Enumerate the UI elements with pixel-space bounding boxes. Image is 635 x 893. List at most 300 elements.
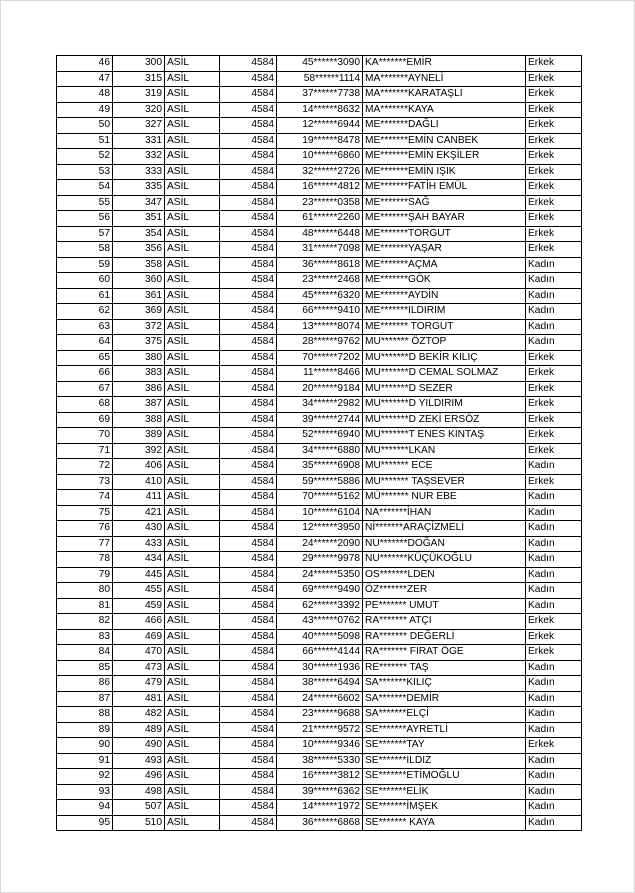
table-row xyxy=(57,257,582,273)
row-number-cell: 74 xyxy=(57,490,113,506)
order-number-cell: 410 xyxy=(113,474,165,490)
row-number-cell: 64 xyxy=(57,335,113,351)
id-number-cell: 58******1114 xyxy=(277,71,363,87)
status-cell: ASİL xyxy=(165,211,220,227)
name-cell: ME*******DAĞLI xyxy=(363,118,526,134)
table-row xyxy=(57,428,582,444)
id-number-cell: 30******1936 xyxy=(277,660,363,676)
gender-cell: Kadın xyxy=(526,691,582,707)
code-cell: 4584 xyxy=(220,180,277,196)
code-cell: 4584 xyxy=(220,288,277,304)
id-number-cell: 36******8618 xyxy=(277,257,363,273)
name-cell: ME*******TORGUT xyxy=(363,226,526,242)
id-number-cell: 23******9688 xyxy=(277,707,363,723)
gender-cell: Kadın xyxy=(526,769,582,785)
gender-cell: Kadın xyxy=(526,273,582,289)
row-number-cell: 83 xyxy=(57,629,113,645)
status-cell: ASİL xyxy=(165,536,220,552)
code-cell: 4584 xyxy=(220,567,277,583)
gender-cell: Kadın xyxy=(526,722,582,738)
gender-cell: Erkek xyxy=(526,645,582,661)
order-number-cell: 369 xyxy=(113,304,165,320)
code-cell: 4584 xyxy=(220,319,277,335)
table-row xyxy=(57,691,582,707)
name-cell: MU******* TAŞSEVER xyxy=(363,474,526,490)
order-number-cell: 320 xyxy=(113,102,165,118)
status-cell: ASİL xyxy=(165,443,220,459)
status-cell: ASİL xyxy=(165,691,220,707)
name-cell: SE*******ELİK xyxy=(363,784,526,800)
id-number-cell: 19******8478 xyxy=(277,133,363,149)
order-number-cell: 510 xyxy=(113,815,165,831)
row-number-cell: 76 xyxy=(57,521,113,537)
status-cell: ASİL xyxy=(165,149,220,165)
gender-cell: Kadın xyxy=(526,552,582,568)
gender-cell: Erkek xyxy=(526,350,582,366)
status-cell: ASİL xyxy=(165,552,220,568)
status-cell: ASİL xyxy=(165,242,220,258)
table-row xyxy=(57,505,582,521)
name-cell: RA******* ATÇI xyxy=(363,614,526,630)
id-number-cell: 10******6860 xyxy=(277,149,363,165)
participant-table-body xyxy=(57,56,582,831)
id-number-cell: 20******9184 xyxy=(277,381,363,397)
order-number-cell: 387 xyxy=(113,397,165,413)
order-number-cell: 479 xyxy=(113,676,165,692)
row-number-cell: 73 xyxy=(57,474,113,490)
status-cell: ASİL xyxy=(165,366,220,382)
id-number-cell: 16******3812 xyxy=(277,769,363,785)
row-number-cell: 79 xyxy=(57,567,113,583)
id-number-cell: 48******6448 xyxy=(277,226,363,242)
name-cell: ME*******YAŞAR xyxy=(363,242,526,258)
row-number-cell: 90 xyxy=(57,738,113,754)
table-row xyxy=(57,800,582,816)
row-number-cell: 60 xyxy=(57,273,113,289)
name-cell: ME*******FATİH EMÜL xyxy=(363,180,526,196)
gender-cell: Kadın xyxy=(526,567,582,583)
gender-cell: Kadın xyxy=(526,335,582,351)
row-number-cell: 49 xyxy=(57,102,113,118)
table-row xyxy=(57,536,582,552)
code-cell: 4584 xyxy=(220,536,277,552)
code-cell: 4584 xyxy=(220,459,277,475)
table-row xyxy=(57,288,582,304)
name-cell: MU*******D SEZER xyxy=(363,381,526,397)
gender-cell: Kadın xyxy=(526,521,582,537)
status-cell: ASİL xyxy=(165,288,220,304)
order-number-cell: 389 xyxy=(113,428,165,444)
code-cell: 4584 xyxy=(220,397,277,413)
status-cell: ASİL xyxy=(165,71,220,87)
order-number-cell: 351 xyxy=(113,211,165,227)
order-number-cell: 358 xyxy=(113,257,165,273)
status-cell: ASİL xyxy=(165,226,220,242)
row-number-cell: 55 xyxy=(57,195,113,211)
gender-cell: Erkek xyxy=(526,180,582,196)
code-cell: 4584 xyxy=(220,474,277,490)
id-number-cell: 14******8632 xyxy=(277,102,363,118)
code-cell: 4584 xyxy=(220,381,277,397)
row-number-cell: 52 xyxy=(57,149,113,165)
row-number-cell: 66 xyxy=(57,366,113,382)
order-number-cell: 354 xyxy=(113,226,165,242)
order-number-cell: 406 xyxy=(113,459,165,475)
code-cell: 4584 xyxy=(220,257,277,273)
gender-cell: Erkek xyxy=(526,366,582,382)
row-number-cell: 51 xyxy=(57,133,113,149)
table-row xyxy=(57,273,582,289)
code-cell: 4584 xyxy=(220,815,277,831)
status-cell: ASİL xyxy=(165,180,220,196)
id-number-cell: 38******5330 xyxy=(277,753,363,769)
id-number-cell: 34******6880 xyxy=(277,443,363,459)
name-cell: ME*******AÇMA xyxy=(363,257,526,273)
name-cell: SA*******ELÇİ xyxy=(363,707,526,723)
name-cell: SE******* KAYA xyxy=(363,815,526,831)
name-cell: ME*******EMİN CANBEK xyxy=(363,133,526,149)
id-number-cell: 32******2726 xyxy=(277,164,363,180)
row-number-cell: 85 xyxy=(57,660,113,676)
gender-cell: Kadın xyxy=(526,304,582,320)
gender-cell: Kadın xyxy=(526,257,582,273)
status-cell: ASİL xyxy=(165,87,220,103)
table-row xyxy=(57,598,582,614)
code-cell: 4584 xyxy=(220,304,277,320)
table-row xyxy=(57,56,582,72)
status-cell: ASİL xyxy=(165,118,220,134)
name-cell: ME*******EMİN IŞIK xyxy=(363,164,526,180)
code-cell: 4584 xyxy=(220,738,277,754)
order-number-cell: 482 xyxy=(113,707,165,723)
table-row xyxy=(57,552,582,568)
gender-cell: Kadın xyxy=(526,536,582,552)
id-number-cell: 43******0762 xyxy=(277,614,363,630)
order-number-cell: 493 xyxy=(113,753,165,769)
table-row xyxy=(57,474,582,490)
order-number-cell: 331 xyxy=(113,133,165,149)
code-cell: 4584 xyxy=(220,722,277,738)
code-cell: 4584 xyxy=(220,490,277,506)
table-row xyxy=(57,180,582,196)
gender-cell: Kadın xyxy=(526,319,582,335)
table-row xyxy=(57,412,582,428)
row-number-cell: 80 xyxy=(57,583,113,599)
order-number-cell: 383 xyxy=(113,366,165,382)
status-cell: ASİL xyxy=(165,567,220,583)
name-cell: MU*******D YILDIRIM xyxy=(363,397,526,413)
id-number-cell: 13******8074 xyxy=(277,319,363,335)
gender-cell: Erkek xyxy=(526,629,582,645)
name-cell: RA******* FIRAT ÖGE xyxy=(363,645,526,661)
row-number-cell: 50 xyxy=(57,118,113,134)
id-number-cell: 23******0358 xyxy=(277,195,363,211)
name-cell: SE*******ILDIZ xyxy=(363,753,526,769)
status-cell: ASİL xyxy=(165,505,220,521)
gender-cell: Erkek xyxy=(526,443,582,459)
order-number-cell: 489 xyxy=(113,722,165,738)
order-number-cell: 375 xyxy=(113,335,165,351)
table-row xyxy=(57,319,582,335)
status-cell: ASİL xyxy=(165,707,220,723)
name-cell: ME******* TORGUT xyxy=(363,319,526,335)
row-number-cell: 84 xyxy=(57,645,113,661)
gender-cell: Erkek xyxy=(526,71,582,87)
status-cell: ASİL xyxy=(165,521,220,537)
order-number-cell: 411 xyxy=(113,490,165,506)
gender-cell: Erkek xyxy=(526,428,582,444)
order-number-cell: 490 xyxy=(113,738,165,754)
order-number-cell: 319 xyxy=(113,87,165,103)
code-cell: 4584 xyxy=(220,784,277,800)
code-cell: 4584 xyxy=(220,195,277,211)
name-cell: MU*******D CEMAL SOLMAZ xyxy=(363,366,526,382)
order-number-cell: 434 xyxy=(113,552,165,568)
code-cell: 4584 xyxy=(220,335,277,351)
order-number-cell: 445 xyxy=(113,567,165,583)
id-number-cell: 35******6908 xyxy=(277,459,363,475)
code-cell: 4584 xyxy=(220,133,277,149)
table-row xyxy=(57,707,582,723)
code-cell: 4584 xyxy=(220,428,277,444)
gender-cell: Erkek xyxy=(526,164,582,180)
status-cell: ASİL xyxy=(165,583,220,599)
table-row xyxy=(57,738,582,754)
gender-cell: Erkek xyxy=(526,474,582,490)
id-number-cell: 61******2260 xyxy=(277,211,363,227)
name-cell: MU******* ÖZTOP xyxy=(363,335,526,351)
id-number-cell: 52******6940 xyxy=(277,428,363,444)
table-row xyxy=(57,87,582,103)
name-cell: KA*******EMİR xyxy=(363,56,526,72)
code-cell: 4584 xyxy=(220,56,277,72)
code-cell: 4584 xyxy=(220,118,277,134)
status-cell: ASİL xyxy=(165,676,220,692)
gender-cell: Erkek xyxy=(526,738,582,754)
id-number-cell: 66******4144 xyxy=(277,645,363,661)
id-number-cell: 31******7098 xyxy=(277,242,363,258)
name-cell: SE*******ETİMOĞLU xyxy=(363,769,526,785)
id-number-cell: 23******2468 xyxy=(277,273,363,289)
gender-cell: Kadın xyxy=(526,583,582,599)
status-cell: ASİL xyxy=(165,753,220,769)
status-cell: ASİL xyxy=(165,722,220,738)
order-number-cell: 430 xyxy=(113,521,165,537)
gender-cell: Erkek xyxy=(526,242,582,258)
row-number-cell: 57 xyxy=(57,226,113,242)
id-number-cell: 24******5350 xyxy=(277,567,363,583)
table-row xyxy=(57,567,582,583)
row-number-cell: 65 xyxy=(57,350,113,366)
row-number-cell: 94 xyxy=(57,800,113,816)
table-row xyxy=(57,521,582,537)
table-row xyxy=(57,722,582,738)
row-number-cell: 53 xyxy=(57,164,113,180)
order-number-cell: 469 xyxy=(113,629,165,645)
order-number-cell: 361 xyxy=(113,288,165,304)
table-row xyxy=(57,753,582,769)
gender-cell: Kadın xyxy=(526,784,582,800)
row-number-cell: 77 xyxy=(57,536,113,552)
status-cell: ASİL xyxy=(165,660,220,676)
name-cell: SE*******AYRETLİ xyxy=(363,722,526,738)
gender-cell: Erkek xyxy=(526,226,582,242)
code-cell: 4584 xyxy=(220,443,277,459)
table-row xyxy=(57,815,582,831)
table-row xyxy=(57,304,582,320)
order-number-cell: 327 xyxy=(113,118,165,134)
gender-cell: Erkek xyxy=(526,133,582,149)
table-row xyxy=(57,397,582,413)
name-cell: SA*******KILIÇ xyxy=(363,676,526,692)
gender-cell: Erkek xyxy=(526,381,582,397)
gender-cell: Erkek xyxy=(526,149,582,165)
code-cell: 4584 xyxy=(220,583,277,599)
id-number-cell: 37******7738 xyxy=(277,87,363,103)
order-number-cell: 332 xyxy=(113,149,165,165)
status-cell: ASİL xyxy=(165,645,220,661)
name-cell: SA*******DEMİR xyxy=(363,691,526,707)
gender-cell: Kadın xyxy=(526,490,582,506)
name-cell: MÜ******* NUR EBE xyxy=(363,490,526,506)
row-number-cell: 69 xyxy=(57,412,113,428)
gender-cell: Erkek xyxy=(526,56,582,72)
order-number-cell: 386 xyxy=(113,381,165,397)
participant-table xyxy=(56,55,582,831)
gender-cell: Kadın xyxy=(526,800,582,816)
row-number-cell: 89 xyxy=(57,722,113,738)
id-number-cell: 14******1972 xyxy=(277,800,363,816)
table-row xyxy=(57,226,582,242)
row-number-cell: 61 xyxy=(57,288,113,304)
gender-cell: Kadın xyxy=(526,815,582,831)
row-number-cell: 59 xyxy=(57,257,113,273)
row-number-cell: 78 xyxy=(57,552,113,568)
table-row xyxy=(57,784,582,800)
order-number-cell: 380 xyxy=(113,350,165,366)
status-cell: ASİL xyxy=(165,397,220,413)
name-cell: MU*******D BEKİR KILIÇ xyxy=(363,350,526,366)
code-cell: 4584 xyxy=(220,350,277,366)
name-cell: ME*******AYDİN xyxy=(363,288,526,304)
order-number-cell: 473 xyxy=(113,660,165,676)
table-row xyxy=(57,660,582,676)
table-row xyxy=(57,381,582,397)
order-number-cell: 433 xyxy=(113,536,165,552)
status-cell: ASİL xyxy=(165,769,220,785)
status-cell: ASİL xyxy=(165,614,220,630)
name-cell: OS*******LDEN xyxy=(363,567,526,583)
status-cell: ASİL xyxy=(165,428,220,444)
table-row xyxy=(57,366,582,382)
row-number-cell: 87 xyxy=(57,691,113,707)
code-cell: 4584 xyxy=(220,614,277,630)
id-number-cell: 38******6494 xyxy=(277,676,363,692)
status-cell: ASİL xyxy=(165,738,220,754)
order-number-cell: 498 xyxy=(113,784,165,800)
status-cell: ASİL xyxy=(165,350,220,366)
table-row xyxy=(57,133,582,149)
row-number-cell: 92 xyxy=(57,769,113,785)
name-cell: ME*******GÖK xyxy=(363,273,526,289)
code-cell: 4584 xyxy=(220,676,277,692)
id-number-cell: 39******2744 xyxy=(277,412,363,428)
gender-cell: Erkek xyxy=(526,614,582,630)
code-cell: 4584 xyxy=(220,149,277,165)
row-number-cell: 91 xyxy=(57,753,113,769)
name-cell: MA*******KAYA xyxy=(363,102,526,118)
row-number-cell: 81 xyxy=(57,598,113,614)
status-cell: ASİL xyxy=(165,784,220,800)
row-number-cell: 56 xyxy=(57,211,113,227)
id-number-cell: 12******6944 xyxy=(277,118,363,134)
status-cell: ASİL xyxy=(165,257,220,273)
table-row xyxy=(57,629,582,645)
gender-cell: Erkek xyxy=(526,87,582,103)
code-cell: 4584 xyxy=(220,691,277,707)
name-cell: ME*******SAĞ xyxy=(363,195,526,211)
id-number-cell: 24******6602 xyxy=(277,691,363,707)
code-cell: 4584 xyxy=(220,800,277,816)
code-cell: 4584 xyxy=(220,707,277,723)
table-row xyxy=(57,443,582,459)
row-number-cell: 71 xyxy=(57,443,113,459)
row-number-cell: 93 xyxy=(57,784,113,800)
id-number-cell: 45******6320 xyxy=(277,288,363,304)
row-number-cell: 68 xyxy=(57,397,113,413)
status-cell: ASİL xyxy=(165,195,220,211)
code-cell: 4584 xyxy=(220,226,277,242)
gender-cell: Kadın xyxy=(526,660,582,676)
table-row xyxy=(57,350,582,366)
order-number-cell: 470 xyxy=(113,645,165,661)
table-row xyxy=(57,71,582,87)
status-cell: ASİL xyxy=(165,102,220,118)
order-number-cell: 347 xyxy=(113,195,165,211)
code-cell: 4584 xyxy=(220,273,277,289)
name-cell: ME*******ILDIRIM xyxy=(363,304,526,320)
row-number-cell: 46 xyxy=(57,56,113,72)
gender-cell: Erkek xyxy=(526,195,582,211)
status-cell: ASİL xyxy=(165,815,220,831)
code-cell: 4584 xyxy=(220,164,277,180)
name-cell: NA*******İHAN xyxy=(363,505,526,521)
row-number-cell: 47 xyxy=(57,71,113,87)
gender-cell: Erkek xyxy=(526,102,582,118)
name-cell: MA*******AYNELİ xyxy=(363,71,526,87)
code-cell: 4584 xyxy=(220,660,277,676)
order-number-cell: 300 xyxy=(113,56,165,72)
status-cell: ASİL xyxy=(165,459,220,475)
order-number-cell: 421 xyxy=(113,505,165,521)
code-cell: 4584 xyxy=(220,366,277,382)
order-number-cell: 372 xyxy=(113,319,165,335)
id-number-cell: 40******5098 xyxy=(277,629,363,645)
id-number-cell: 59******5886 xyxy=(277,474,363,490)
gender-cell: Erkek xyxy=(526,211,582,227)
gender-cell: Erkek xyxy=(526,412,582,428)
status-cell: ASİL xyxy=(165,335,220,351)
code-cell: 4584 xyxy=(220,87,277,103)
code-cell: 4584 xyxy=(220,412,277,428)
status-cell: ASİL xyxy=(165,381,220,397)
gender-cell: Kadın xyxy=(526,288,582,304)
table-row xyxy=(57,195,582,211)
row-number-cell: 95 xyxy=(57,815,113,831)
id-number-cell: 11******8466 xyxy=(277,366,363,382)
gender-cell: Kadın xyxy=(526,505,582,521)
code-cell: 4584 xyxy=(220,629,277,645)
